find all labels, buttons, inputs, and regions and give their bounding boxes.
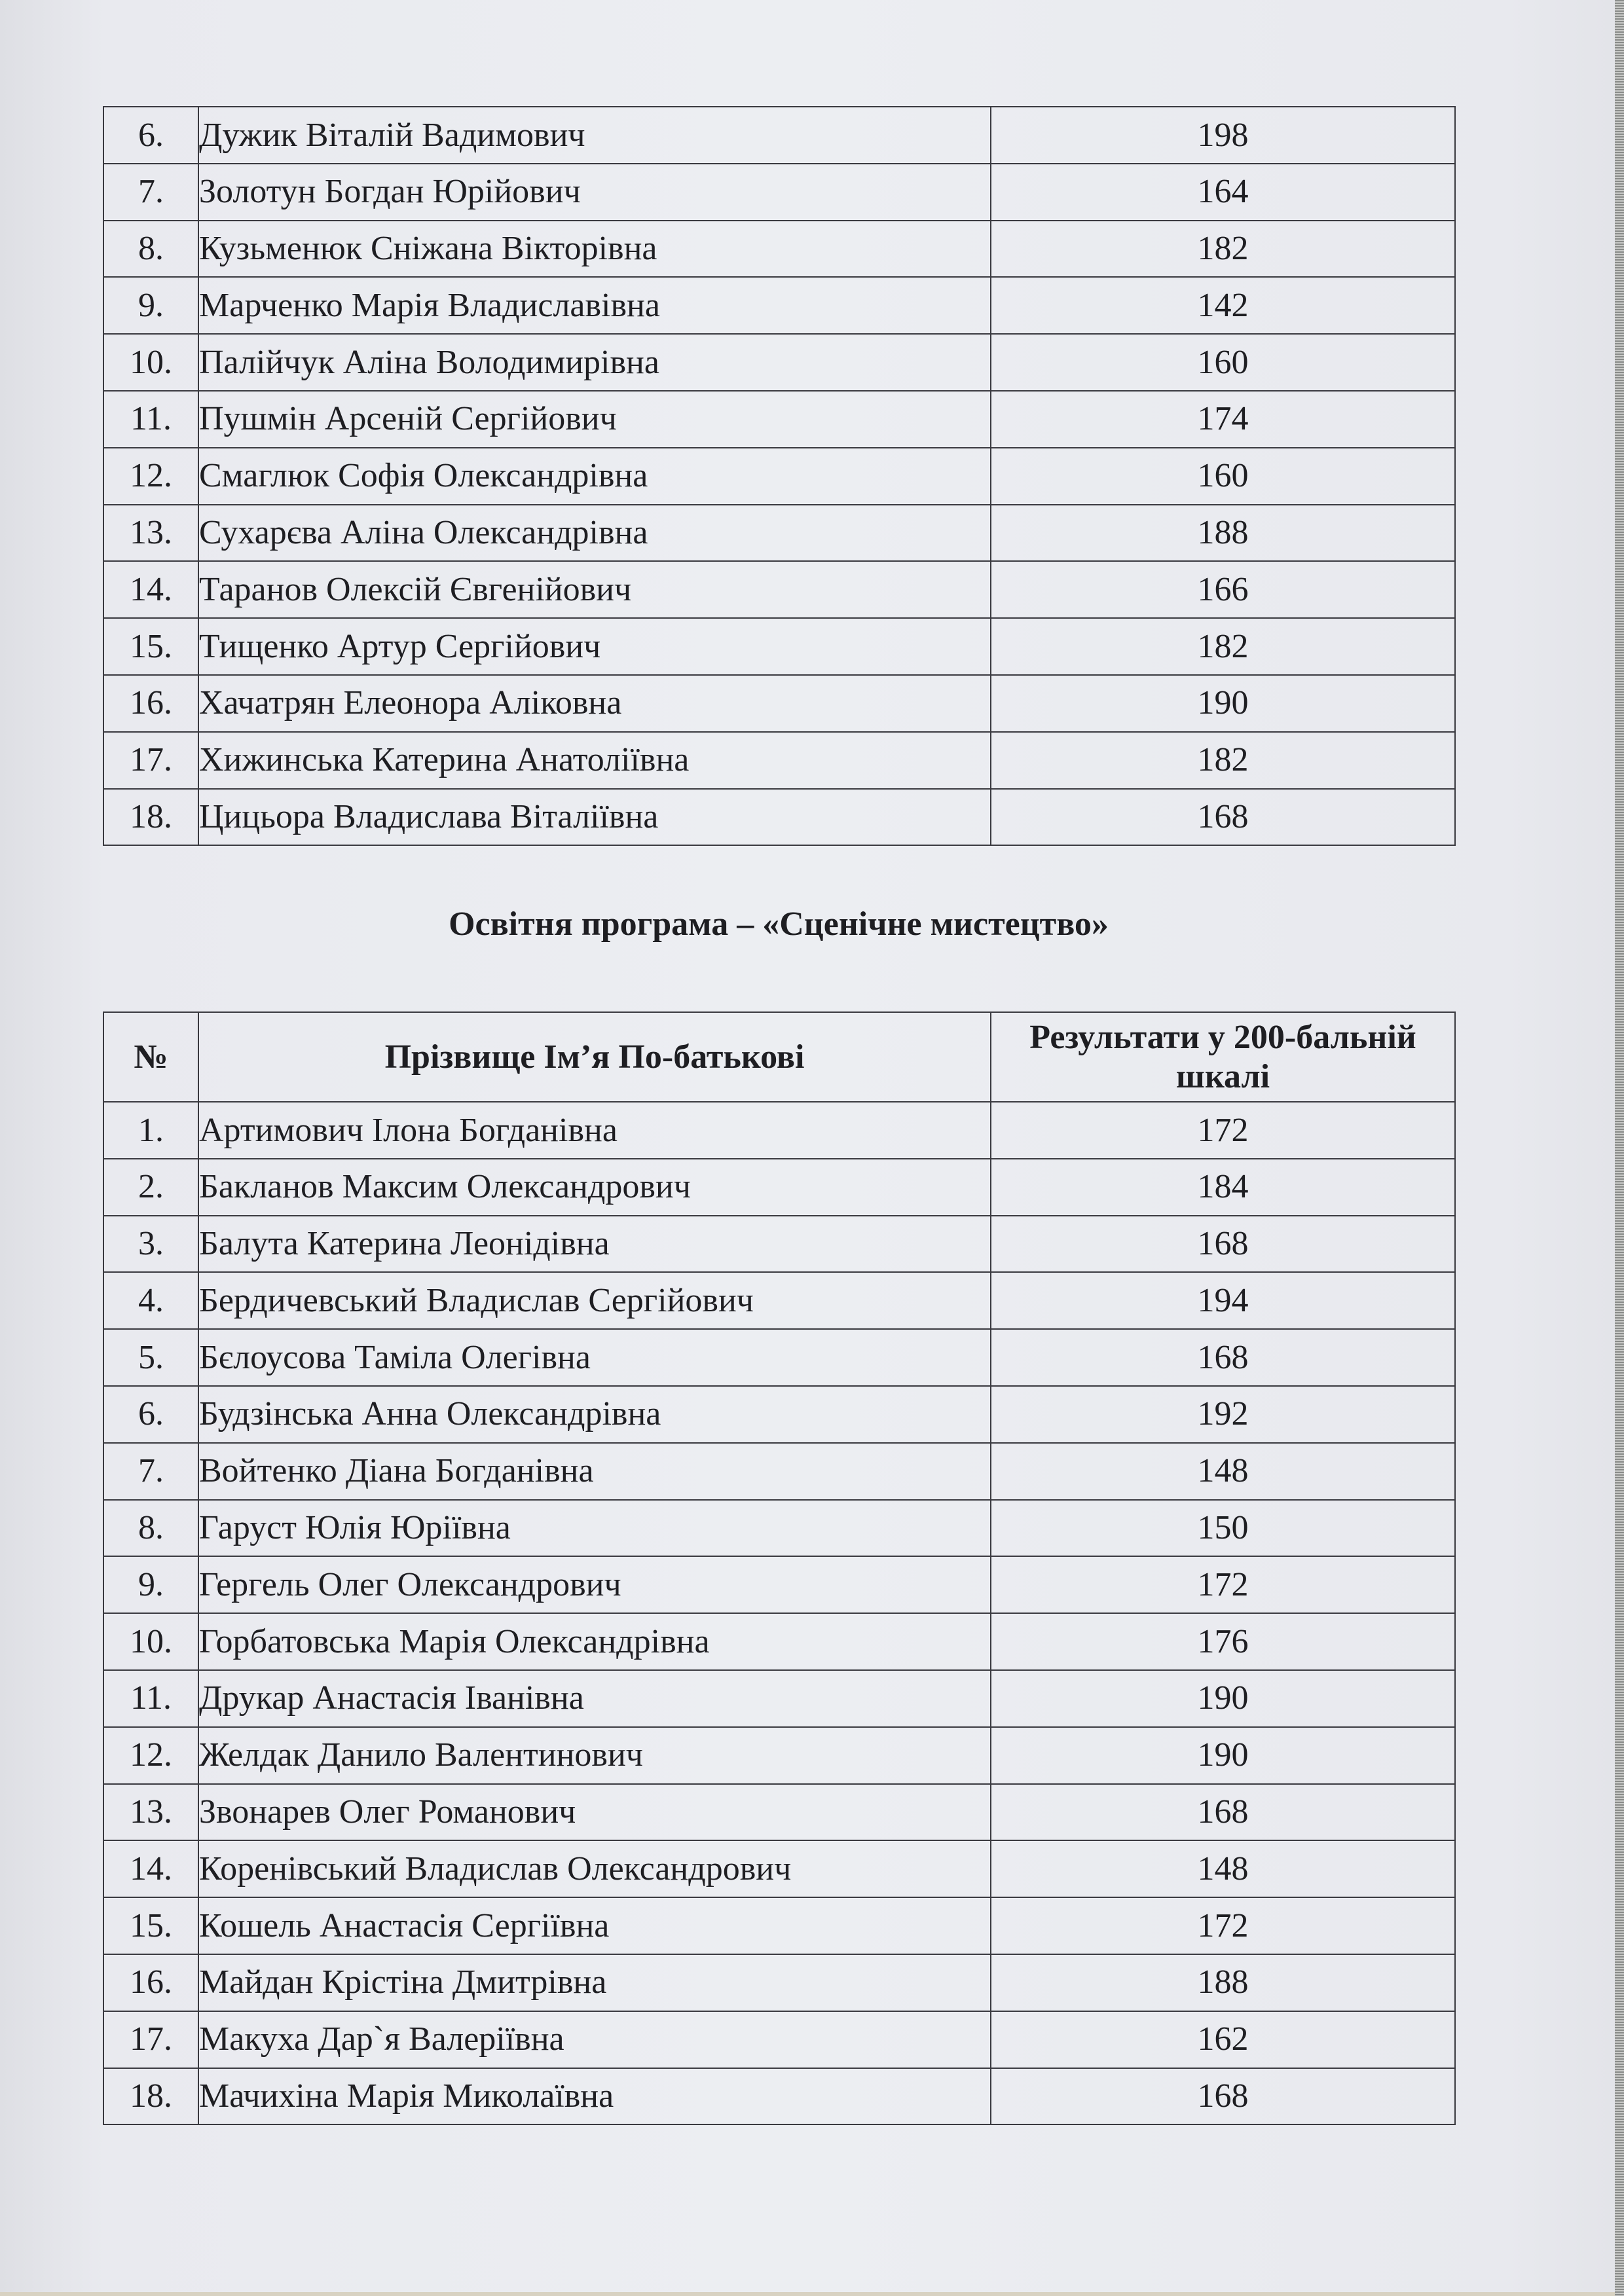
- row-number: 15.: [103, 1897, 198, 1954]
- score-value: 164: [991, 164, 1455, 221]
- table-row: [103, 391, 1455, 448]
- row-number: 7.: [103, 164, 198, 221]
- table-row: [103, 732, 1455, 789]
- student-name: Бєлоусова Таміла Олегівна: [198, 1329, 991, 1386]
- score-value: 160: [991, 334, 1455, 391]
- student-name: Сухарєва Аліна Олександрівна: [198, 505, 991, 562]
- student-name: Звонарев Олег Романович: [198, 1784, 991, 1841]
- score-value: 162: [991, 2011, 1455, 2068]
- student-name: Пушмін Арсеній Сергійович: [198, 391, 991, 448]
- row-number: 3.: [103, 1216, 198, 1273]
- score-value: 190: [991, 675, 1455, 732]
- score-value: 148: [991, 1443, 1455, 1500]
- student-name: Палійчук Аліна Володимирівна: [198, 334, 991, 391]
- row-number: 6.: [103, 1386, 198, 1443]
- results-table-stage-art: [103, 1011, 1456, 2125]
- results-table-stage-art-body: [103, 1102, 1455, 2124]
- row-number: 13.: [103, 1784, 198, 1841]
- student-name: Желдак Данило Валентинович: [198, 1727, 991, 1784]
- scan-edge-strip: [1615, 0, 1624, 2296]
- row-number: 2.: [103, 1159, 198, 1216]
- student-name: Марченко Марія Владиславівна: [198, 277, 991, 334]
- row-number: 14.: [103, 561, 198, 618]
- table-row: [103, 2068, 1455, 2125]
- student-name: Горбатовська Марія Олександрівна: [198, 1613, 991, 1670]
- student-name: Макуха Дар`я Валеріївна: [198, 2011, 991, 2068]
- score-value: 182: [991, 221, 1455, 278]
- score-value: 168: [991, 1784, 1455, 1841]
- table-row: [103, 561, 1455, 618]
- student-name: Таранов Олексій Євгенійович: [198, 561, 991, 618]
- score-value: 182: [991, 732, 1455, 789]
- table-row: [103, 789, 1455, 846]
- student-name: Войтенко Діана Богданівна: [198, 1443, 991, 1500]
- row-number: 9.: [103, 1556, 198, 1613]
- table-row: [103, 505, 1455, 562]
- score-value: 194: [991, 1272, 1455, 1329]
- score-value: 172: [991, 1897, 1455, 1954]
- score-value: 150: [991, 1500, 1455, 1557]
- score-value: 168: [991, 789, 1455, 846]
- row-number: 11.: [103, 391, 198, 448]
- column-header-name: Прізвище Ім’я По-батькові: [198, 1012, 991, 1102]
- score-value: 188: [991, 1954, 1455, 2011]
- score-value: 172: [991, 1556, 1455, 1613]
- table-row: [103, 1216, 1455, 1273]
- score-value: 188: [991, 505, 1455, 562]
- row-number: 18.: [103, 2068, 198, 2125]
- student-name: Мачихіна Марія Миколаївна: [198, 2068, 991, 2125]
- table-row: [103, 1613, 1455, 1670]
- score-value: 142: [991, 277, 1455, 334]
- score-value: 182: [991, 618, 1455, 675]
- table-row: [103, 1840, 1455, 1897]
- row-number: 17.: [103, 732, 198, 789]
- table-row: [103, 107, 1455, 164]
- table-row: [103, 618, 1455, 675]
- table-row: [103, 1897, 1455, 1954]
- table-row: [103, 1329, 1455, 1386]
- table-row: [103, 1272, 1455, 1329]
- table-row: [103, 221, 1455, 278]
- score-value: 172: [991, 1102, 1455, 1159]
- row-number: 16.: [103, 1954, 198, 2011]
- table-row: [103, 164, 1455, 221]
- score-value: 198: [991, 107, 1455, 164]
- table-row: [103, 1443, 1455, 1500]
- row-number: 8.: [103, 1500, 198, 1557]
- row-number: 14.: [103, 1840, 198, 1897]
- table-header-row: [103, 1012, 1455, 1102]
- row-number: 8.: [103, 221, 198, 278]
- table-row: [103, 334, 1455, 391]
- row-number: 16.: [103, 675, 198, 732]
- score-value: 176: [991, 1613, 1455, 1670]
- score-value: 168: [991, 2068, 1455, 2125]
- results-table-continued-body: [103, 107, 1455, 845]
- score-value: 192: [991, 1386, 1455, 1443]
- row-number: 1.: [103, 1102, 198, 1159]
- row-number: 4.: [103, 1272, 198, 1329]
- row-number: 10.: [103, 1613, 198, 1670]
- row-number: 9.: [103, 277, 198, 334]
- student-name: Артимович Ілона Богданівна: [198, 1102, 991, 1159]
- student-name: Бакланов Максим Олександрович: [198, 1159, 991, 1216]
- row-number: 6.: [103, 107, 198, 164]
- table-row: [103, 277, 1455, 334]
- row-number: 18.: [103, 789, 198, 846]
- score-value: 160: [991, 448, 1455, 505]
- score-value: 166: [991, 561, 1455, 618]
- student-name: Дужик Віталій Вадимович: [198, 107, 991, 164]
- student-name: Тищенко Артур Сергійович: [198, 618, 991, 675]
- row-number: 11.: [103, 1670, 198, 1727]
- student-name: Кошель Анастасія Сергіївна: [198, 1897, 991, 1954]
- table-row: [103, 1954, 1455, 2011]
- score-value: 184: [991, 1159, 1455, 1216]
- table-row: [103, 1670, 1455, 1727]
- student-name: Хачатрян Елеонора Аліковна: [198, 675, 991, 732]
- student-name: Хижинська Катерина Анатоліївна: [198, 732, 991, 789]
- score-value: 168: [991, 1216, 1455, 1273]
- row-number: 17.: [103, 2011, 198, 2068]
- section-title: Освітня програма – «Сценічне мистецтво»: [449, 905, 1109, 943]
- table-row: [103, 1159, 1455, 1216]
- row-number: 7.: [103, 1443, 198, 1500]
- table-row: [103, 448, 1455, 505]
- score-value: 190: [991, 1727, 1455, 1784]
- table-row: [103, 1102, 1455, 1159]
- row-number: 12.: [103, 1727, 198, 1784]
- table-row: [103, 1784, 1455, 1841]
- student-name: Гаруст Юлія Юріївна: [198, 1500, 991, 1557]
- student-name: Будзінська Анна Олександрівна: [198, 1386, 991, 1443]
- student-name: Гергель Олег Олександрович: [198, 1556, 991, 1613]
- student-name: Золотун Богдан Юрійович: [198, 164, 991, 221]
- student-name: Майдан Крістіна Дмитрівна: [198, 1954, 991, 2011]
- row-number: 5.: [103, 1329, 198, 1386]
- column-header-score: Результати у 200-бальній шкалі: [991, 1012, 1455, 1102]
- student-name: Балута Катерина Леонідівна: [198, 1216, 991, 1273]
- table-row: [103, 1727, 1455, 1784]
- student-name: Смаглюк Софія Олександрівна: [198, 448, 991, 505]
- row-number: 12.: [103, 448, 198, 505]
- row-number: 15.: [103, 618, 198, 675]
- row-number: 13.: [103, 505, 198, 562]
- scan-bottom-edge: [0, 2292, 1615, 2296]
- table-row: [103, 1386, 1455, 1443]
- table-row: [103, 675, 1455, 732]
- results-table-continued: [103, 106, 1456, 846]
- score-value: 148: [991, 1840, 1455, 1897]
- column-header-number: №: [103, 1012, 198, 1102]
- table-row: [103, 1500, 1455, 1557]
- row-number: 10.: [103, 334, 198, 391]
- score-value: 168: [991, 1329, 1455, 1386]
- score-value: 190: [991, 1670, 1455, 1727]
- student-name: Цицьора Владислава Віталіївна: [198, 789, 991, 846]
- student-name: Друкар Анастасія Іванівна: [198, 1670, 991, 1727]
- table-row: [103, 1556, 1455, 1613]
- student-name: Коренівський Владислав Олександрович: [198, 1840, 991, 1897]
- student-name: Бердичевський Владислав Сергійович: [198, 1272, 991, 1329]
- score-value: 174: [991, 391, 1455, 448]
- student-name: Кузьменюк Сніжана Вікторівна: [198, 221, 991, 278]
- table-row: [103, 2011, 1455, 2068]
